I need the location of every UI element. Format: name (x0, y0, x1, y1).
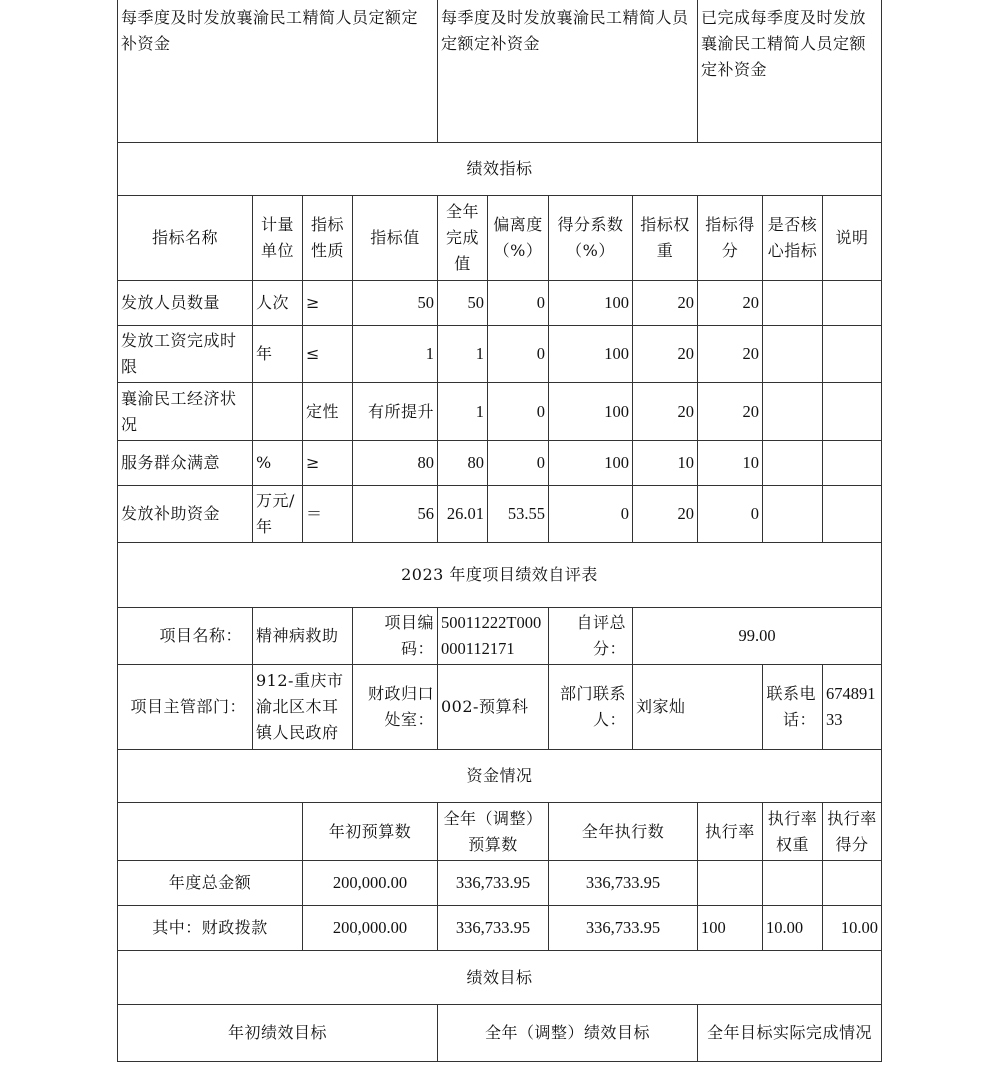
indicator-core (763, 281, 822, 325)
section-title-goals: 绩效目标 (466, 967, 533, 987)
indicator-core (763, 326, 822, 382)
indicator-weight: 10 (677, 453, 694, 472)
indicator-note (823, 326, 881, 382)
form-title: 2023 年度项目绩效自评表 (401, 565, 598, 584)
funds-initial-budget: 200,000.00 (332, 873, 408, 892)
funds-executed: 336,733.95 (585, 873, 661, 892)
office-value: 002-预算科 (441, 697, 529, 716)
contact-value: 刘家灿 (636, 697, 686, 716)
header-core: 是否核心指标 (767, 215, 818, 260)
funds-adjusted-budget: 336,733.95 (455, 918, 531, 937)
goal-actual-text: 已完成每季度及时发放襄渝民工精简人员定额定补资金 (701, 8, 867, 79)
indicator-score: 20 (742, 344, 759, 363)
header-score: 指标得分 (705, 215, 755, 260)
section-title-funds: 资金情况 (466, 766, 533, 785)
goal-initial-text: 每季度及时发放襄渝民工精简人员定额定补资金 (121, 8, 419, 53)
funds-adjusted-budget: 336,733.95 (455, 873, 531, 892)
dept-label: 项目主管部门： (130, 697, 246, 716)
project-code-label: 项目编码： (384, 613, 434, 658)
header-initial-budget: 年初预算数 (328, 821, 412, 841)
header-rate-weight: 执行率权重 (767, 808, 818, 854)
funds-initial-budget: 200,000.00 (332, 918, 408, 937)
indicator-score: 20 (742, 401, 759, 421)
header-rate-score: 执行率得分 (827, 808, 877, 854)
indicator-unit (253, 383, 302, 440)
header-deviation: 偏离度（%） (493, 215, 543, 260)
funds-row-label: 年度总金额 (168, 873, 252, 892)
indicator-coefficient: 100 (604, 344, 629, 363)
goals-initial-header: 年初绩效目标 (227, 1023, 327, 1042)
indicator-value: 1 (425, 344, 434, 363)
project-name-label: 项目名称： (159, 626, 242, 645)
indicator-note (823, 281, 881, 325)
dept-value: 912-重庆市渝北区木耳镇人民政府 (256, 671, 344, 742)
indicator-core (763, 486, 822, 542)
indicator-value: 56 (417, 504, 434, 523)
indicator-coefficient: 100 (604, 401, 629, 421)
indicator-score: 10 (742, 453, 759, 472)
funds-rate-weight: 10.00 (766, 918, 804, 937)
funds-rate (698, 861, 762, 905)
indicator-weight: 20 (677, 344, 694, 363)
self-score-value: 99.00 (738, 626, 776, 645)
indicator-nature: ≥ (306, 293, 320, 312)
header-unit: 计量单位 (260, 215, 294, 260)
header-actual: 全年完成值 (445, 202, 479, 273)
self-score-label: 自评总分： (576, 613, 626, 658)
header-indicator-name: 指标名称 (151, 228, 218, 247)
header-adjusted-budget: 全年（调整）预算数 (443, 808, 543, 854)
indicator-actual: 26.01 (446, 504, 484, 523)
indicator-nature: ＝ (306, 504, 323, 523)
indicator-actual: 50 (467, 293, 484, 312)
header-note: 说明 (835, 228, 869, 247)
header-coefficient: 得分系数（%） (557, 215, 624, 260)
indicator-deviation: 53.55 (507, 504, 545, 523)
indicator-name: 发放补助资金 (121, 504, 221, 523)
indicator-core (763, 383, 822, 440)
indicator-unit: 人次 (256, 293, 290, 312)
indicator-nature: ≥ (306, 453, 320, 472)
indicator-coefficient: 100 (604, 293, 629, 312)
header-weight: 指标权重 (640, 215, 690, 260)
project-name-value: 精神病救助 (256, 626, 339, 645)
indicator-value: 80 (417, 453, 434, 472)
phone-value: 67489133 (826, 684, 876, 729)
funds-rate-score (823, 861, 881, 905)
indicator-weight: 20 (677, 401, 694, 421)
funds-row-label: 其中：财政拨款 (152, 918, 268, 937)
header-nature: 指标性质 (310, 215, 344, 260)
section-title-indicators: 绩效指标 (466, 159, 533, 178)
header-value: 指标值 (370, 228, 420, 247)
goal-adjusted-text: 每季度及时发放襄渝民工精简人员定额定补资金 (441, 8, 689, 53)
indicator-nature: ≤ (306, 344, 320, 363)
funds-rate-weight (763, 861, 822, 905)
indicator-deviation: 0 (536, 344, 545, 363)
indicator-weight: 20 (677, 504, 694, 523)
funds-rate: 100 (701, 918, 726, 937)
office-label: 财政归口处室： (367, 684, 434, 729)
indicator-coefficient: 100 (604, 453, 629, 472)
indicator-unit: % (256, 453, 272, 472)
indicator-nature: 定性 (306, 401, 340, 421)
indicator-deviation: 0 (536, 401, 545, 421)
indicator-score: 20 (742, 293, 759, 312)
indicator-note (823, 486, 881, 542)
indicator-score: 0 (750, 504, 759, 523)
header-executed: 全年执行数 (581, 821, 665, 841)
indicator-value: 50 (417, 293, 434, 312)
goals-actual-header: 全年目标实际完成情况 (706, 1023, 872, 1042)
indicator-actual: 1 (475, 401, 484, 421)
project-code-value: 50011222T000000112171 (441, 613, 542, 658)
indicator-unit: 年 (256, 344, 273, 363)
goals-adjusted-header: 全年（调整）绩效目标 (484, 1023, 650, 1042)
indicator-weight: 20 (677, 293, 694, 312)
indicator-note (823, 383, 881, 440)
indicator-unit: 万元/年 (256, 491, 295, 536)
funds-executed: 336,733.95 (585, 918, 661, 937)
indicator-name: 发放人员数量 (121, 293, 221, 312)
indicator-actual: 80 (467, 453, 484, 472)
indicator-note (823, 441, 881, 485)
indicator-core (763, 441, 822, 485)
phone-label: 联系电话： (766, 684, 816, 729)
indicator-actual: 1 (475, 344, 484, 363)
indicator-deviation: 0 (536, 293, 545, 312)
indicator-name: 发放工资完成时限 (121, 331, 237, 376)
indicator-coefficient: 0 (620, 504, 629, 523)
indicator-name: 服务群众满意 (121, 453, 221, 472)
header-execution-rate: 执行率 (705, 821, 755, 841)
indicator-value: 有所提升 (367, 401, 434, 421)
contact-label: 部门联系人： (559, 684, 626, 729)
indicator-name: 襄渝民工经济状况 (121, 388, 237, 434)
funds-rate-score: 10.00 (840, 918, 878, 937)
indicator-deviation: 0 (536, 453, 545, 472)
